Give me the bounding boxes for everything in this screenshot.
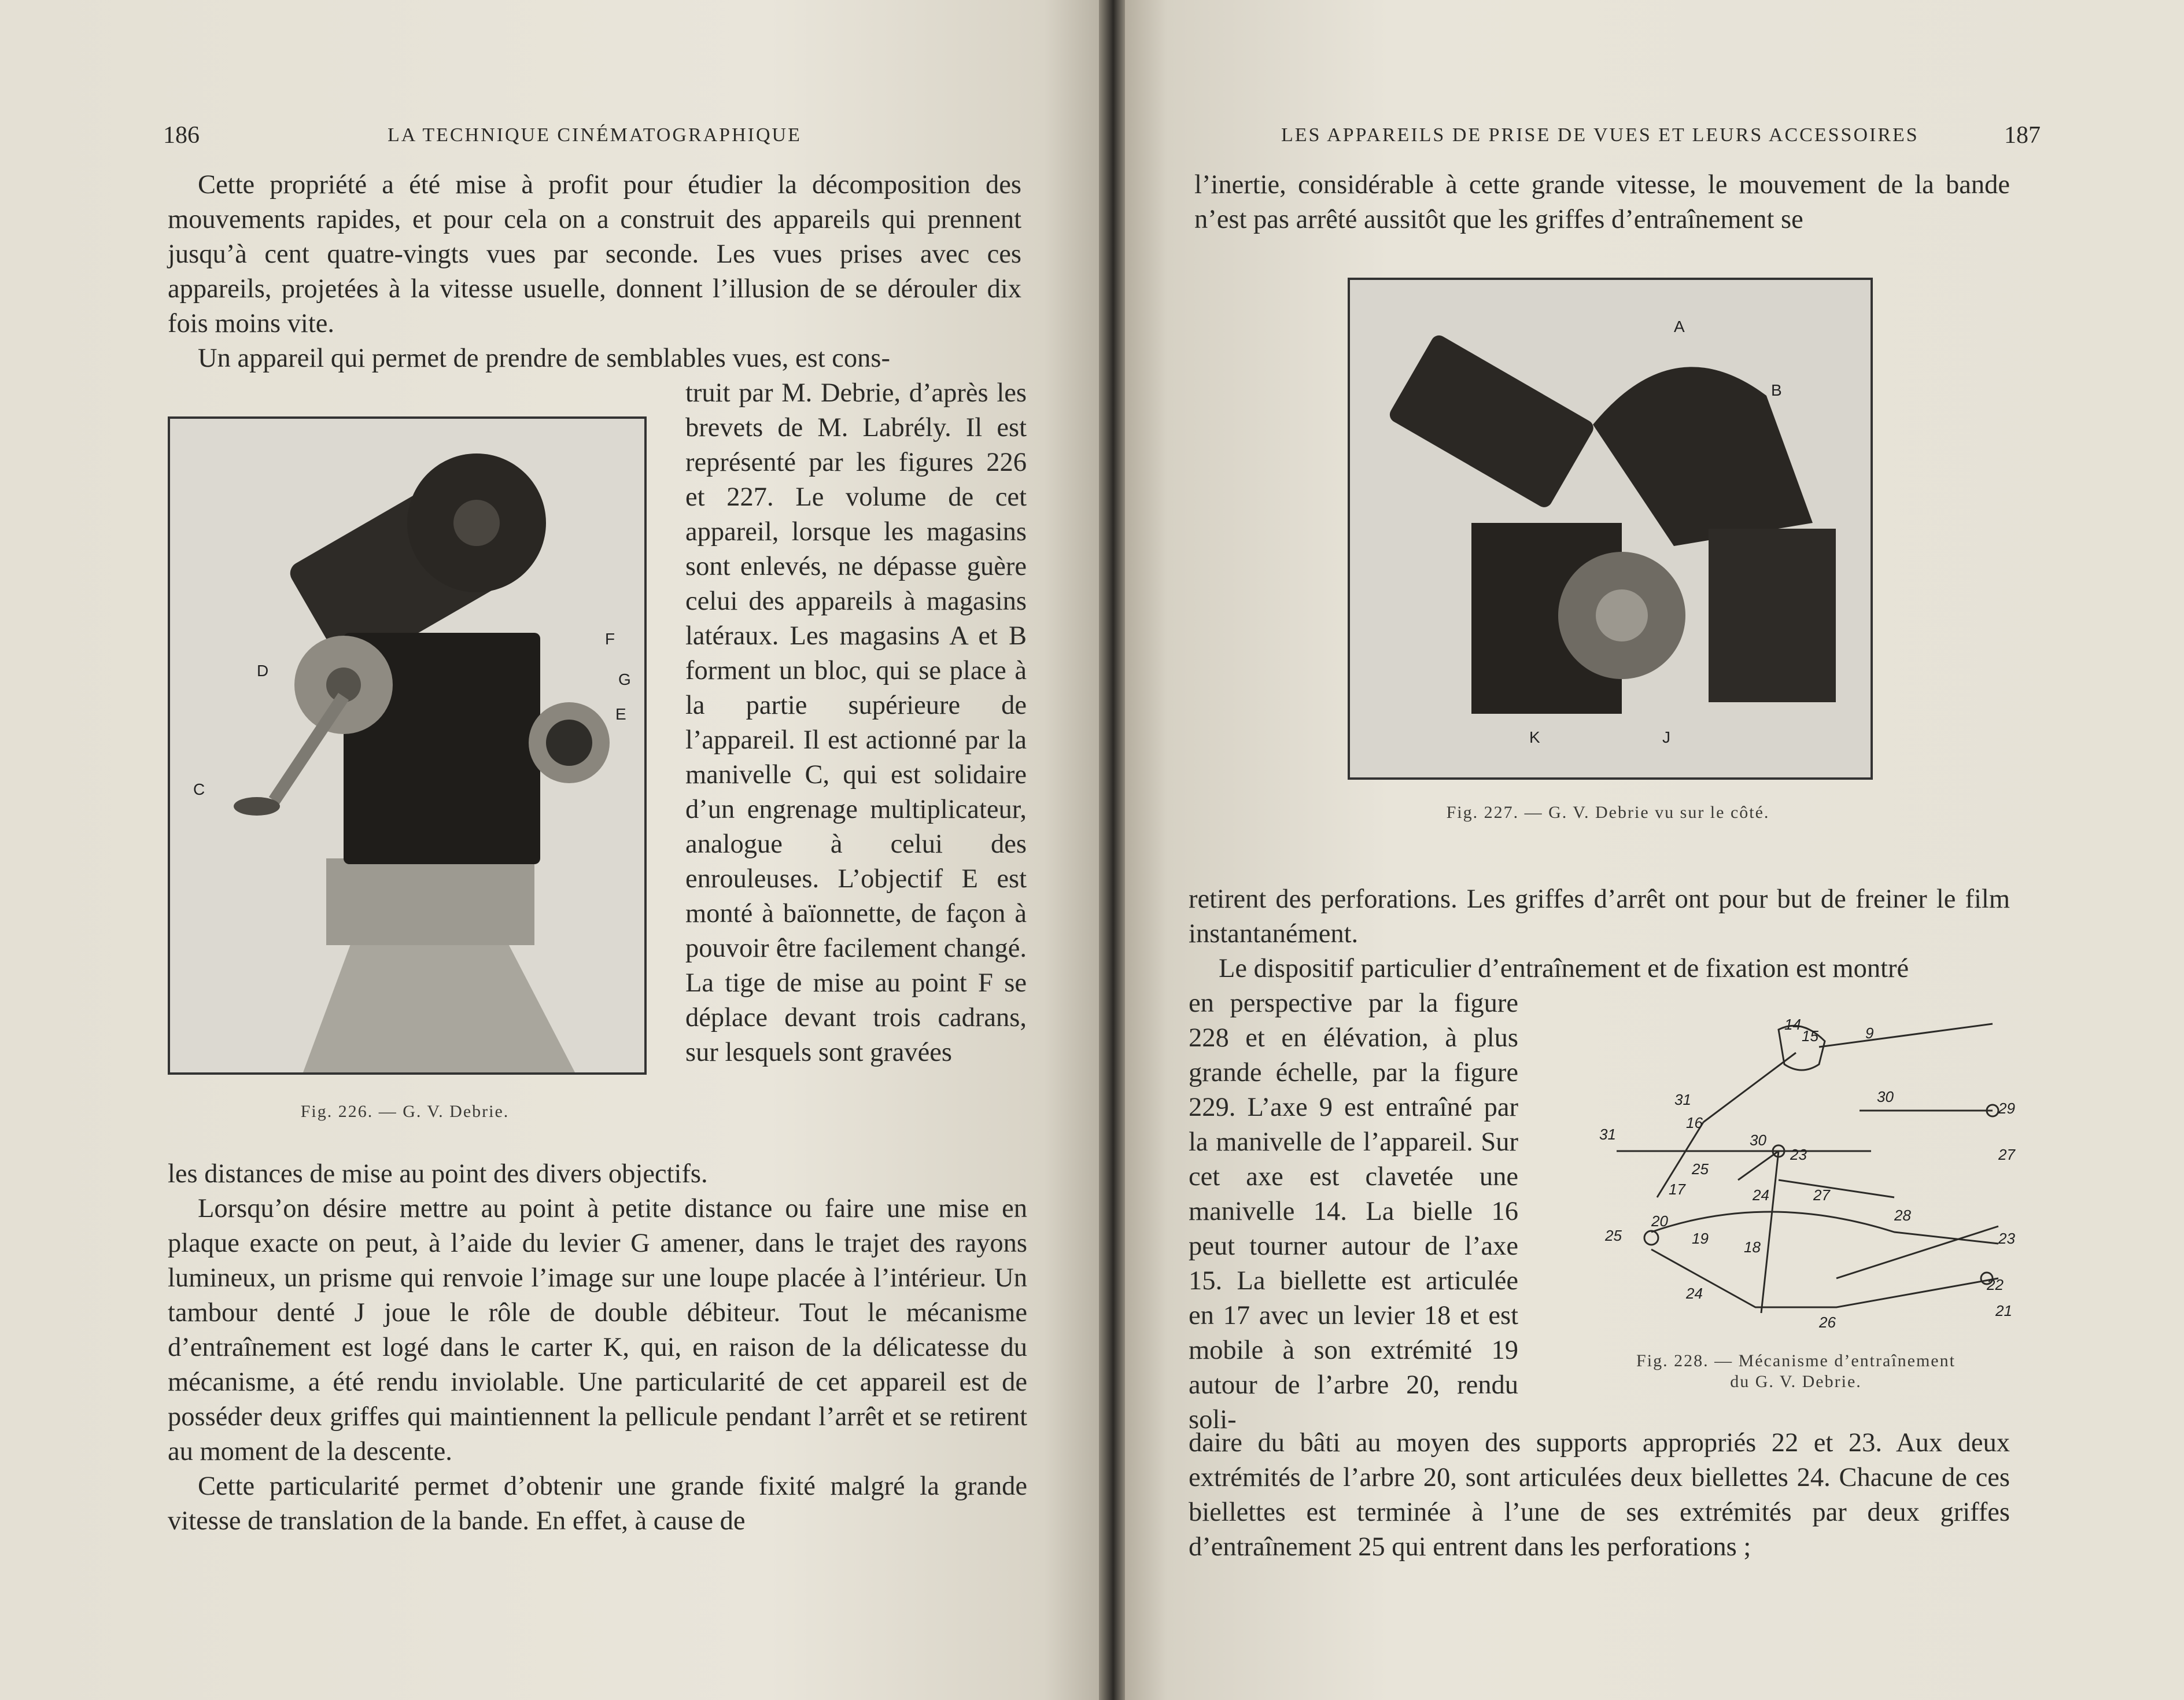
label-25b: 25 bbox=[1605, 1227, 1622, 1244]
label-B: B bbox=[1771, 381, 1782, 399]
figure-228-caption-line-1: Fig. 228. — Mécanisme d’entraînement bbox=[1636, 1351, 1956, 1370]
right-para-3-column: en perspective par la figure 228 et en élévation, à plus grande échelle, par la figure 229. L’axe 9 est entraîné par la manivelle de l’appareil. Sur cet axe est clavetée une manivelle 14. La bielle 16 peut tourner autour de l’axe 15. La biellette est articulée en 17 avec un levier 18 et est mobile à son extrémité 19 autour de l’arbre 20, rendu soli- bbox=[1189, 989, 1518, 1435]
label-27a: 27 bbox=[1998, 1146, 2015, 1163]
camera-side-illustration bbox=[1350, 280, 1871, 777]
label-17: 17 bbox=[1669, 1181, 1685, 1198]
left-para-3: Lorsqu’on désire mettre au point à petite distance ou faire une mise en plaque exacte on peut, à l’aide du levier G amener, dans le trajet des rayons lumineux, un prisme qui renvoie l’image sur une loupe placée à l’intérieur. Un tambour denté J joue le rôle de double débiteur. Tout le mécanisme d’entraînement est logé dans le carter K, qui, en raison de la délicatesse du mécanisme, a été rendu inviolable. Une particularité de cet appareil est de posséder deux griffes qui maintiennent la pellicule pendant l’arrêt et se retirent au moment de la descente. bbox=[168, 1194, 1027, 1466]
label-19: 19 bbox=[1692, 1230, 1709, 1247]
right-para-2-block bbox=[1189, 882, 2010, 986]
figure-227-caption: Fig. 227. — G. V. Debrie vu sur le côté. bbox=[1446, 803, 1770, 822]
label-J: J bbox=[1662, 728, 1670, 746]
label-30a: 30 bbox=[1877, 1088, 1894, 1105]
figure-228-mechanism-diagram bbox=[1593, 1006, 2016, 1342]
page-number-left: 186 bbox=[163, 122, 200, 149]
figure-226-caption: Fig. 226. — G. V. Debrie. bbox=[300, 1102, 510, 1121]
label-14: 14 bbox=[1784, 1016, 1801, 1033]
right-para-1: l’inertie, considérable à cette grande vitesse, le mouvement de la bande n’est pas arrêté aussitôt que les griffes d’entraînement se bbox=[1194, 170, 2010, 234]
label-23b: 23 bbox=[1998, 1230, 2015, 1247]
label-A: A bbox=[1674, 318, 1685, 335]
left-para-2-tail: les distances de mise au point des divers objectifs. bbox=[168, 1159, 708, 1189]
figure-226-camera-photo bbox=[168, 416, 647, 1075]
label-G: G bbox=[618, 670, 631, 688]
label-25a: 25 bbox=[1692, 1160, 1709, 1178]
label-D: D bbox=[257, 662, 269, 680]
label-24a: 24 bbox=[1753, 1186, 1769, 1204]
camera-illustration bbox=[170, 419, 644, 1072]
right-para-2: retirent des perforations. Les griffes d’arrêt ont pour but de freiner le film instantanément. bbox=[1189, 884, 2010, 949]
left-para-2-column: truit par M. Debrie, d’après les brevets de M. Labrély. Il est représenté par les figures 226 et 227. Le volume de cet appareil, lorsque les magasins sont enlevés, ne dépasse guère celui des appareils à magasins latéraux. Les magasins A et B forment un bloc, qui se place à la partie supérieure de l’appareil. Il est actionné par la manivelle C, qui est solidaire d’un engrenage multiplicateur, analogue à celui des enrouleuses. L’objectif E est monté à baïonnette, de façon à pouvoir être facilement changé. La tige de mise au point F se déplace devant trois cadrans, sur lesquels sont gravées bbox=[685, 378, 1027, 1067]
left-para-4: Cette particularité permet d’obtenir une grande fixité malgré la grande vitesse de translation de la bande. En effet, à cause de bbox=[168, 1472, 1027, 1536]
book-gutter bbox=[1099, 0, 1125, 1700]
figure-228-caption bbox=[1576, 1351, 2016, 1392]
figure-227-side-view-photo bbox=[1348, 278, 1873, 780]
label-16: 16 bbox=[1686, 1114, 1703, 1131]
running-head-right: LES APPAREILS DE PRISE DE VUES ET LEURS ACCESSOIRES bbox=[1281, 124, 1919, 146]
label-26: 26 bbox=[1819, 1314, 1836, 1331]
left-para-1: Cette propriété a été mise à profit pour étudier la décomposition des mouvements rapides, et pour cela on a construit des appareils qui prennent jusqu’à cent quatre-vingts vues par seconde. Les vues prises avec ces appareils, projetées à la vitesse usuelle, donnent l’illusion de se dérouler dix fois moins vite. Un appareil qui permet de prendre de semblables vues, est cons- bbox=[168, 168, 1021, 376]
label-F: F bbox=[605, 630, 615, 648]
right-para-3-lead: Le dispositif particulier d’entraînement et de fixation est montré bbox=[1219, 954, 1909, 983]
label-27b: 27 bbox=[1813, 1186, 1830, 1204]
label-29: 29 bbox=[1998, 1100, 2015, 1117]
left-para-tail bbox=[168, 1157, 1027, 1539]
running-head-left: LA TECHNIQUE CINÉMATOGRAPHIQUE bbox=[388, 124, 802, 146]
label-20: 20 bbox=[1651, 1212, 1668, 1230]
label-15: 15 bbox=[1802, 1027, 1818, 1045]
label-23a: 23 bbox=[1790, 1146, 1807, 1163]
label-E: E bbox=[615, 705, 626, 723]
label-C: C bbox=[193, 780, 205, 798]
label-30b: 30 bbox=[1750, 1131, 1766, 1149]
label-K: K bbox=[1529, 728, 1540, 746]
label-22: 22 bbox=[1987, 1276, 2004, 1293]
label-28: 28 bbox=[1894, 1207, 1911, 1224]
page-number-right: 187 bbox=[2004, 122, 2041, 149]
label-31b: 31 bbox=[1599, 1126, 1616, 1143]
left-para-2-lead: Un appareil qui permet de prendre de semblables vues, est cons- bbox=[198, 344, 890, 373]
label-9: 9 bbox=[1865, 1024, 1874, 1042]
label-21: 21 bbox=[1995, 1302, 2012, 1319]
figure-228-caption-line-2: du G. V. Debrie. bbox=[1730, 1372, 1862, 1391]
right-page bbox=[1125, 0, 2184, 1700]
mechanism-drawing bbox=[1593, 1006, 2016, 1342]
label-18: 18 bbox=[1744, 1238, 1761, 1256]
right-para-3-tail: daire du bâti au moyen des supports appropriés 22 et 23. Aux deux extrémités de l’arbre 20, sont articulées deux biellettes 24. Chacune de ces biellettes est terminée à l’une de ses extrémités par deux griffes d’entraînement 25 qui entrent dans les perforations ; bbox=[1189, 1428, 2010, 1562]
label-31a: 31 bbox=[1674, 1091, 1691, 1108]
label-24b: 24 bbox=[1686, 1285, 1703, 1302]
